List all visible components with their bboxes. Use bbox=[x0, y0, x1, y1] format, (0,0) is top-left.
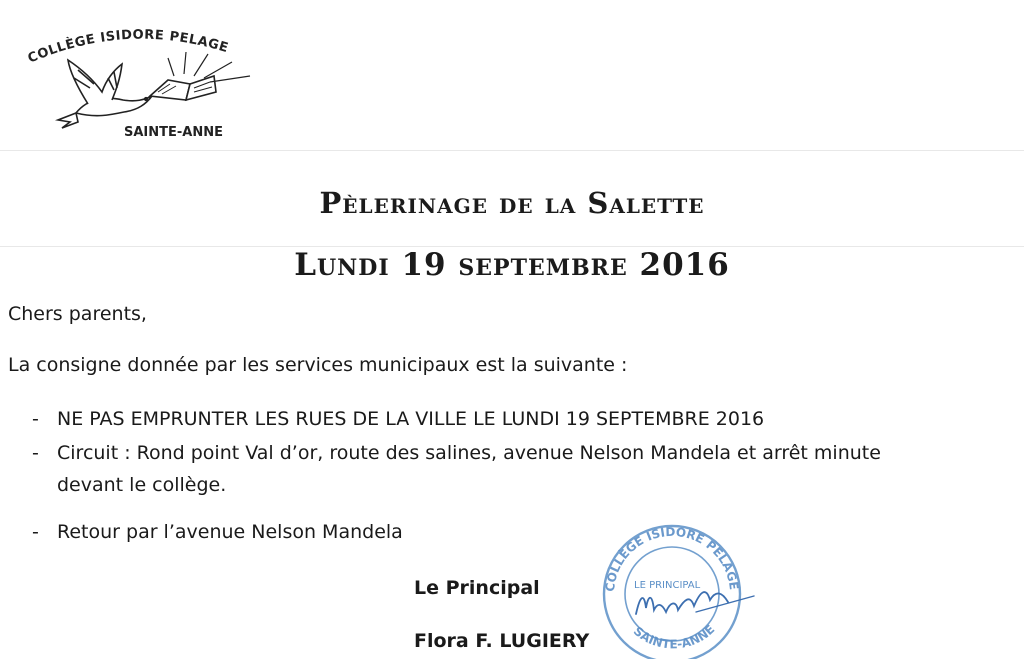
signatory-role: Le Principal bbox=[414, 577, 540, 599]
list-item-text: Retour par l’avenue Nelson Mandela bbox=[57, 521, 403, 543]
list-bullet: - bbox=[32, 408, 39, 430]
list-bullet: - bbox=[32, 521, 39, 543]
logo-bottom-text: SAINTE-ANNE bbox=[124, 125, 223, 140]
stamp-ring-bottom-text: SAINTE-ANNE bbox=[630, 622, 718, 652]
stamp-seal bbox=[596, 522, 756, 659]
intro-paragraph: La consigne donnée par les services municipaux est la suivante : bbox=[8, 354, 628, 376]
bible-icon bbox=[150, 52, 250, 100]
list-item-text: NE PAS EMPRUNTER LES RUES DE LA VILLE LE LUNDI 19 SEPTEMBRE 2016 bbox=[57, 408, 765, 430]
greeting: Chers parents, bbox=[8, 303, 147, 325]
dove-bible-emblem bbox=[18, 18, 278, 143]
scan-artifact-line bbox=[0, 150, 1024, 151]
stamp-ring-text: COLLÈGE ISIDORE PELAGE bbox=[602, 524, 741, 593]
document-title: Pèlerinage de la Salette bbox=[319, 186, 705, 220]
dove-icon bbox=[58, 60, 152, 128]
list-item-text: Circuit : Rond point Val d’or, route des salines, avenue Nelson Mandela et arrêt minute bbox=[57, 442, 881, 464]
logo-arc-text: COLLÈGE ISIDORE PELAGE bbox=[25, 27, 231, 67]
list-item-text-continued: devant le collège. bbox=[57, 474, 227, 496]
college-logo bbox=[18, 18, 278, 143]
official-stamp bbox=[596, 522, 756, 659]
list-bullet: - bbox=[32, 442, 39, 464]
stamp-center-text: LE PRINCIPAL bbox=[634, 580, 701, 591]
signatory-name: Flora F. LUGIERY bbox=[414, 630, 590, 652]
handwritten-signature bbox=[636, 592, 728, 614]
document-date-title: Lundi 19 septembre 2016 bbox=[294, 247, 730, 283]
